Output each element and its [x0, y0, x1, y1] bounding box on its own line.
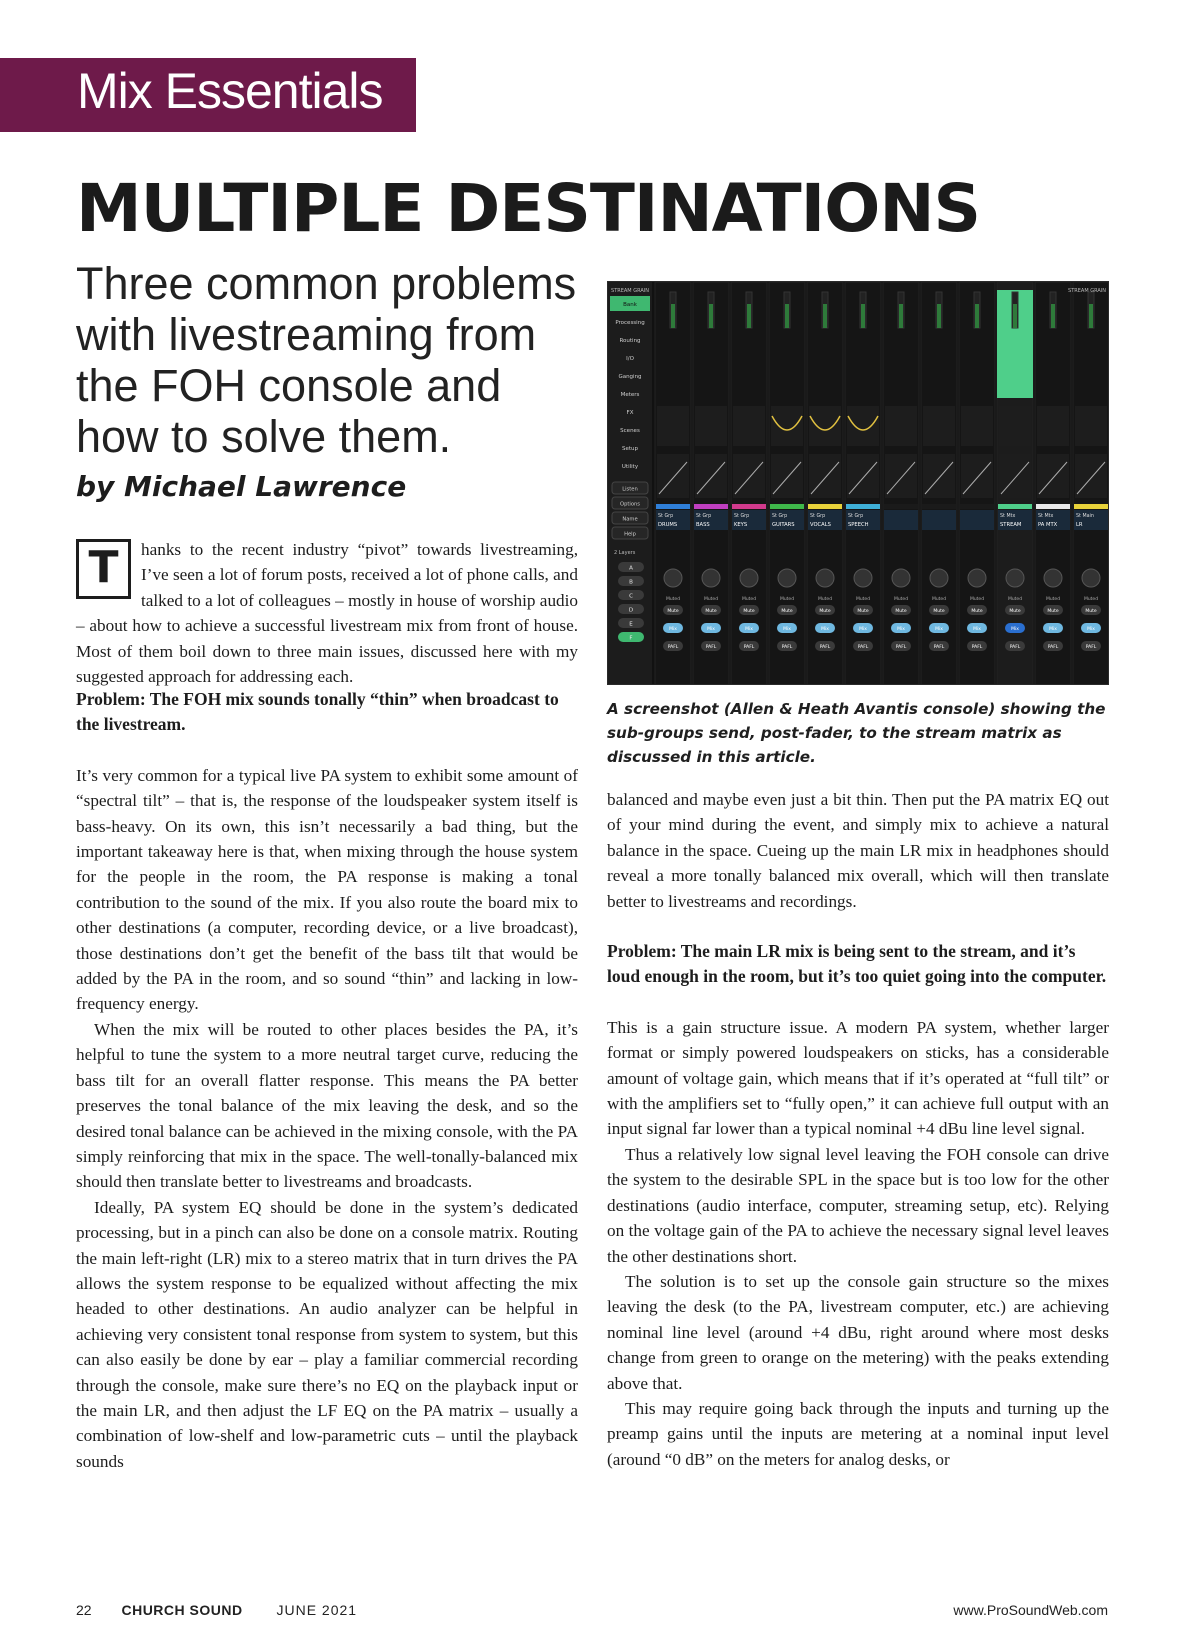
- console-mute-label: Mute: [743, 609, 755, 614]
- console-color-tag: [656, 504, 690, 509]
- console-layer-letter: B: [629, 579, 633, 586]
- console-menu-label: I/O: [626, 356, 634, 362]
- console-mute-label: Mute: [933, 609, 945, 614]
- console-muted-label: Muted: [855, 597, 871, 602]
- console-pafl-label: PAFL: [1009, 645, 1021, 650]
- byline: by Michael Lawrence: [76, 470, 407, 503]
- console-muted-label: Muted: [817, 597, 833, 602]
- console-mix-label: Mix: [1049, 627, 1057, 632]
- console-knob: [1006, 569, 1024, 587]
- console-muted-label: Muted: [1083, 597, 1099, 602]
- figure-caption: A screenshot (Allen & Heath Avantis console) showing the sub-groups send, post-fader, to the stream matrix as discussed in this article.: [607, 700, 1106, 766]
- console-muted-label: Muted: [741, 597, 757, 602]
- drop-cap: T: [76, 539, 131, 599]
- console-meter-level: [975, 304, 979, 328]
- console-pafl-label: PAFL: [705, 645, 717, 650]
- deck-subtitle: Three common problems with livestreaming from the FOH console and how to solve them.: [76, 258, 577, 462]
- magazine-name: CHURCH SOUND: [121, 1602, 243, 1618]
- console-channel-name: GUITARS: [772, 522, 795, 528]
- console-mix-label: Mix: [783, 627, 791, 632]
- console-meter-level: [823, 304, 827, 328]
- console-menu-label: Bank: [623, 302, 637, 308]
- intro-paragraph: [76, 537, 578, 689]
- console-eq-display: [1075, 406, 1107, 446]
- console-pafl-label: PAFL: [857, 645, 869, 650]
- console-mix-label: Mix: [1011, 627, 1019, 632]
- console-mix-label: Mix: [973, 627, 981, 632]
- console-mute-label: Mute: [1047, 609, 1059, 614]
- section-banner: [0, 58, 416, 132]
- console-layers-label: 2 Layers: [614, 550, 636, 556]
- console-channel-name: KEYS: [734, 522, 748, 528]
- console-channel-type: St Grp: [810, 514, 826, 519]
- console-knob: [854, 569, 872, 587]
- section-label: Mix Essentials: [77, 63, 383, 119]
- console-muted-label: Muted: [893, 597, 909, 602]
- console-color-tag: [808, 504, 842, 509]
- console-meter-level: [1013, 304, 1017, 328]
- console-channel-name: PA MTX: [1038, 522, 1058, 528]
- console-mute-label: Mute: [857, 609, 869, 614]
- console-mix-label: Mix: [821, 627, 829, 632]
- body-paragraph: This is a gain structure issue. A modern PA system, whether larger format or simply powered loudspeakers on sticks, has a considerable amount of voltage gain, which means that if it’s operated at “full tilt” or with the amplifiers set to “fully open,” it can achieve full output with an input signal far lower than a typical nominal +4 dBu line level signal.: [607, 1017, 1109, 1139]
- console-muted-label: Muted: [779, 597, 795, 602]
- console-menu-label: Ganging: [618, 374, 642, 380]
- console-channel-type: St Mtx: [1000, 514, 1016, 519]
- console-color-tag: [1036, 504, 1070, 509]
- console-pafl-label: PAFL: [971, 645, 983, 650]
- console-meter-level: [861, 304, 865, 328]
- console-channel-name: BASS: [696, 522, 710, 528]
- console-eq-display: [657, 406, 689, 446]
- intro-text: hanks to the recent industry “pivot” towards livestreaming, I’ve seen a lot of forum posts, received a lot of phone calls, and talked to a lot of colleagues – mostly in house of worship audio – about how to achieve a successful livestream mix from front of house. Most of them boil down to three main issues, discussed here with my suggested approach for addressing each.: [76, 540, 578, 687]
- console-eq-display: [885, 406, 917, 446]
- console-meter-level: [899, 304, 903, 328]
- website-url: www.ProSoundWeb.com: [953, 1602, 1108, 1618]
- console-channel-type: St Mtx: [1038, 514, 1054, 519]
- console-eq-display: [847, 406, 879, 446]
- console-eq-display: [771, 406, 803, 446]
- console-menu-label: Scenes: [620, 428, 640, 434]
- console-meter-level: [747, 304, 751, 328]
- console-option-label: Listen: [622, 486, 638, 493]
- console-mute-label: Mute: [1009, 609, 1021, 614]
- console-menu-label: Utility: [621, 464, 639, 470]
- console-menu-label: Routing: [619, 338, 641, 344]
- console-channel-name: DRUMS: [658, 522, 678, 528]
- console-layer-letter: D: [628, 607, 634, 614]
- console-pafl-label: PAFL: [819, 645, 831, 650]
- console-mute-label: Mute: [705, 609, 717, 614]
- console-meter-level: [671, 304, 675, 328]
- console-option-label: Options: [619, 501, 641, 508]
- console-color-tag: [732, 504, 766, 509]
- console-mix-label: Mix: [859, 627, 867, 632]
- console-eq-display: [733, 406, 765, 446]
- body-paragraph: When the mix will be routed to other places besides the PA, it’s helpful to tune the system to a more neutral target curve, reducing the bass tilt for an overall flatter response. This means the PA better preserves the tonal balance of the mix leaving the desk, and so the desired tonal balance can be achieved in the mixing console, with the PA simply reinforcing that mix in the space. The well-tonally-balanced mix should then translate better to livestreams and broadcasts.: [76, 1019, 578, 1192]
- body-paragraph: The solution is to set up the console gain structure so the mixes leaving the desk (to the PA, livestream computer, etc.) are achieving nominal line level (around +4 dBu, right around where most desks change from green to orange on the metering) with the peaks extending above that.: [607, 1271, 1109, 1393]
- console-pafl-label: PAFL: [667, 645, 679, 650]
- console-pafl-label: PAFL: [933, 645, 945, 650]
- console-color-tag: [694, 504, 728, 509]
- headline: MULTIPLE DESTINATIONS: [76, 170, 981, 247]
- console-knob: [740, 569, 758, 587]
- console-option-label: Help: [624, 531, 636, 538]
- console-knob: [778, 569, 796, 587]
- console-knob: [702, 569, 720, 587]
- console-eq-display: [961, 406, 993, 446]
- console-mix-label: Mix: [1087, 627, 1095, 632]
- console-mix-label: Mix: [669, 627, 677, 632]
- console-mute-label: Mute: [781, 609, 793, 614]
- console-mute-label: Mute: [819, 609, 831, 614]
- page-number: 22: [76, 1602, 92, 1618]
- console-menu-label: FX: [626, 410, 634, 416]
- console-layer-letter: C: [629, 593, 633, 600]
- console-knob: [664, 569, 682, 587]
- console-meter-level: [785, 304, 789, 328]
- console-top-right-label: STREAM GRAIN: [1068, 288, 1106, 294]
- console-muted-label: Muted: [931, 597, 947, 602]
- console-channel-name: VOCALS: [810, 522, 831, 528]
- console-color-tag: [884, 504, 918, 509]
- console-screenshot: [607, 281, 1109, 685]
- console-knob: [892, 569, 910, 587]
- console-channel-name: STREAM: [1000, 522, 1022, 528]
- console-eq-display: [695, 406, 727, 446]
- console-pafl-label: PAFL: [1047, 645, 1059, 650]
- console-channel-type: St Grp: [658, 514, 674, 519]
- console-knob: [816, 569, 834, 587]
- console-mix-label: Mix: [935, 627, 943, 632]
- console-muted-label: Muted: [1045, 597, 1061, 602]
- issue-date: JUNE 2021: [276, 1602, 358, 1618]
- console-pafl-label: PAFL: [743, 645, 755, 650]
- problem-heading-2: Problem: The main LR mix is being sent to the stream, and it’s loud enough in the room, but it’s too quiet going into the computer.: [607, 941, 1107, 987]
- console-meter-level: [709, 304, 713, 328]
- console-pafl-label: PAFL: [781, 645, 793, 650]
- console-meter-level: [937, 304, 941, 328]
- console-layer-letter: E: [629, 621, 633, 628]
- console-channel-type: St Main: [1076, 514, 1094, 519]
- console-layer-letter: F: [629, 635, 633, 642]
- console-option-label: Name: [622, 516, 638, 523]
- console-mix-label: Mix: [707, 627, 715, 632]
- console-knob: [1082, 569, 1100, 587]
- console-color-tag: [846, 504, 880, 509]
- console-eq-display: [809, 406, 841, 446]
- console-pafl-label: PAFL: [1085, 645, 1097, 650]
- console-color-tag: [1074, 504, 1108, 509]
- console-menu-label: Processing: [615, 320, 645, 326]
- console-eq-display: [999, 406, 1031, 446]
- console-muted-label: Muted: [703, 597, 719, 602]
- console-channel-type: St Grp: [696, 514, 712, 519]
- console-channel-type: St Grp: [848, 514, 864, 519]
- console-muted-label: Muted: [665, 597, 681, 602]
- console-mute-label: Mute: [1085, 609, 1097, 614]
- right-column: [607, 787, 1109, 1472]
- console-knob: [968, 569, 986, 587]
- body-paragraph: Thus a relatively low signal level leaving the FOH console can drive the system to the desirable SPL in the space but is too low for the other destinations (audio interface, computer, streaming setup, etc). Relying on the voltage gain of the PA to achieve the necessary signal level leaves the other destinations short.: [607, 1144, 1109, 1266]
- body-paragraph: This may require going back through the inputs and turning up the preamp gains until the inputs are metering at a nominal input level (around “0 dB” on the meters for analog desks, or: [607, 1398, 1109, 1469]
- console-channel-type: St Grp: [734, 514, 750, 519]
- body-paragraph-continued: balanced and maybe even just a bit thin. Then put the PA matrix EQ out of your mind during the event, and simply mix to achieve a natural balance in the space. Cueing up the main LR mix in headphones should reveal a more tonally balanced mix overall, which will then translate better to livestreams and recordings.: [607, 790, 1109, 911]
- console-channel-name: SPEECH: [848, 522, 869, 528]
- console-muted-label: Muted: [1007, 597, 1023, 602]
- console-eq-display: [923, 406, 955, 446]
- console-color-tag: [998, 504, 1032, 509]
- console-menu-label: Setup: [621, 446, 639, 452]
- folio: [76, 1602, 357, 1618]
- console-layer-letter: A: [629, 565, 633, 572]
- console-menu-label: Meters: [620, 392, 640, 398]
- console-mix-label: Mix: [745, 627, 753, 632]
- console-mute-label: Mute: [667, 609, 679, 614]
- console-mute-label: Mute: [895, 609, 907, 614]
- console-top-left-label: STREAM GRAIN: [611, 288, 649, 294]
- body-paragraph: Ideally, PA system EQ should be done in the system’s dedicated processing, but in a pinch can also be done on a console matrix. Routing the main left-right (LR) mix to a stereo matrix that in turn drives the PA allows the system response to be equalized without affecting the mix headed to other destinations. An audio analyzer can be helpful in achieving very consistent tonal response from system to system, but this can also easily be done by ear – play a familiar commercial recording through the console, make sure there’s no EQ on the playback input or the main LR, and then adjust the LF EQ on the PA matrix – usually a combination of low-shelf and low-parametric cuts – until the playback sounds: [76, 1197, 578, 1471]
- console-color-tag: [960, 504, 994, 509]
- console-pafl-label: PAFL: [895, 645, 907, 650]
- left-column: [76, 687, 578, 1474]
- console-channel-name: LR: [1076, 522, 1083, 528]
- console-name-plate: [922, 510, 956, 530]
- console-color-tag: [770, 504, 804, 509]
- console-channel-type: St Grp: [772, 514, 788, 519]
- console-knob: [930, 569, 948, 587]
- console-meter-level: [1051, 304, 1055, 328]
- console-meter-level: [1089, 304, 1093, 328]
- console-name-plate: [884, 510, 918, 530]
- console-mix-label: Mix: [897, 627, 905, 632]
- console-name-plate: [960, 510, 994, 530]
- console-muted-label: Muted: [969, 597, 985, 602]
- console-mute-label: Mute: [971, 609, 983, 614]
- console-color-tag: [922, 504, 956, 509]
- body-paragraph: It’s very common for a typical live PA system to exhibit some amount of “spectral tilt” – that is, the response of the loudspeaker system itself is bass-heavy. On its own, this isn’t necessarily a bad thing, but the important takeaway here is that, when mixing through the house system for the people in the room, the PA response is making a tonal contribution to the sound of the mix. If you also route the board mix to other destinations (a computer, recording device, or a live broadcast), those destinations don’t get the benefit of the bass tilt that would be added by the PA in the room, and so sound “thin” and lacking in low-frequency energy.: [76, 765, 578, 1014]
- problem-heading-1: Problem: The FOH mix sounds tonally “thin” when broadcast to the livestream.: [76, 689, 559, 735]
- console-knob: [1044, 569, 1062, 587]
- console-eq-display: [1037, 406, 1069, 446]
- console-image: [608, 282, 1109, 685]
